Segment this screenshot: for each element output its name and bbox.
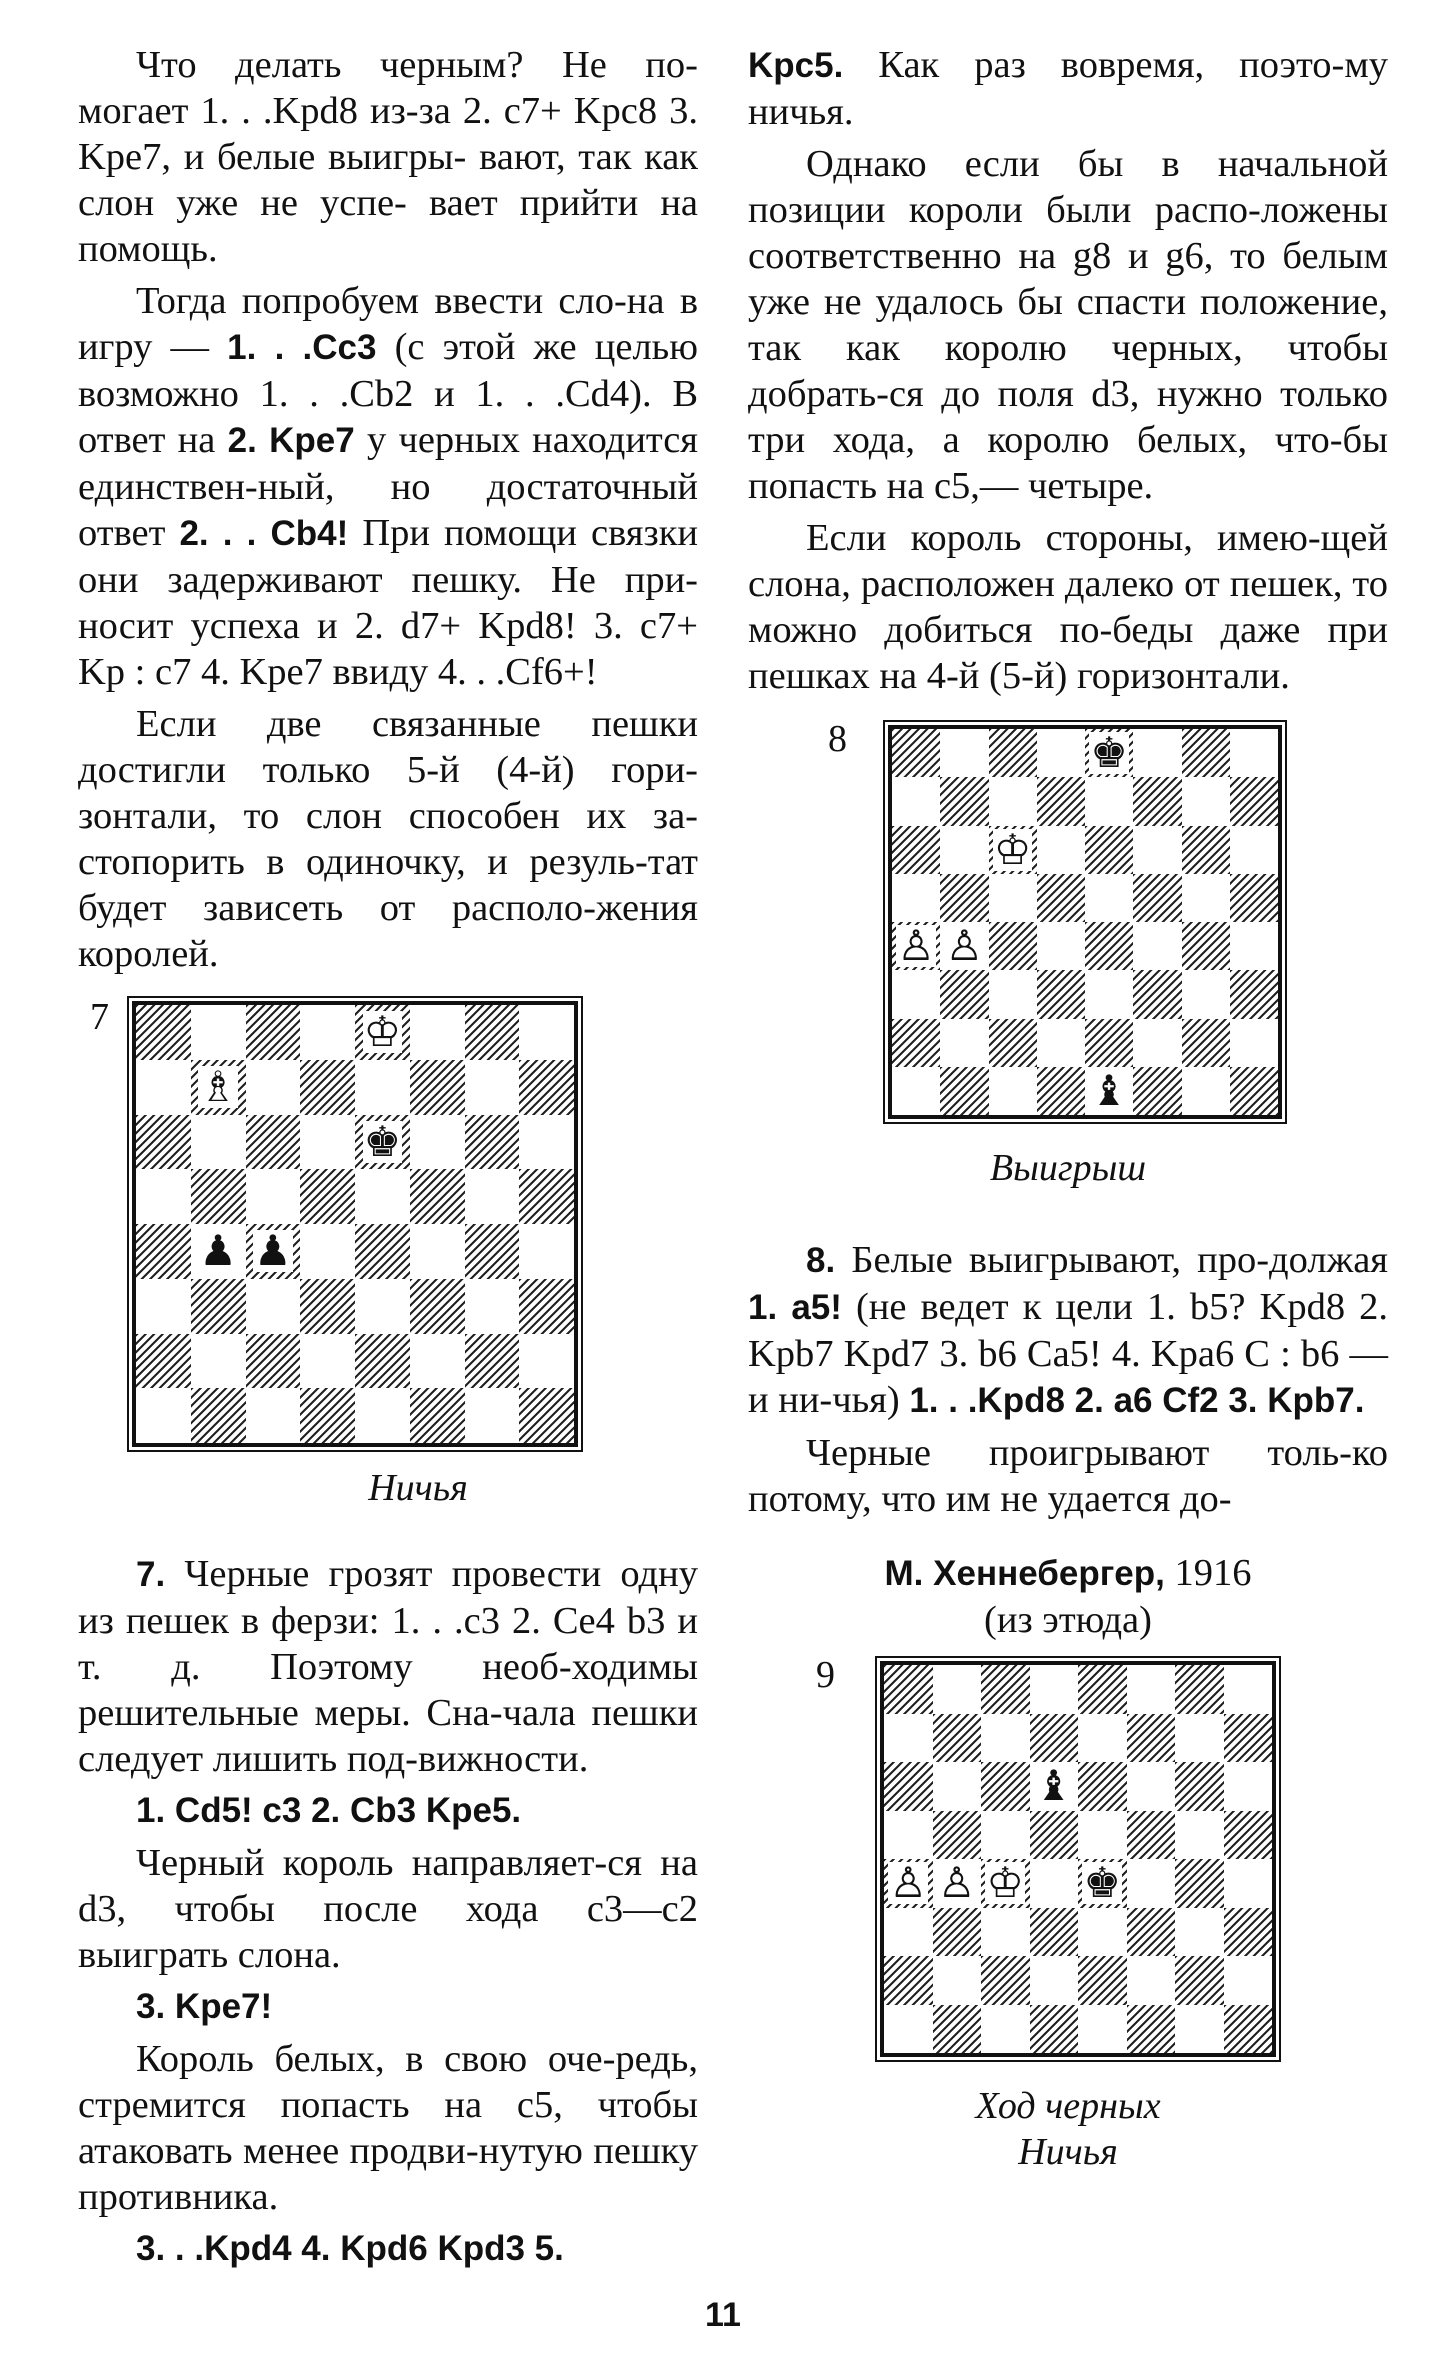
square-a2 xyxy=(892,1019,940,1067)
square-d7 xyxy=(1030,1714,1079,1763)
square-g6 xyxy=(1175,1762,1224,1811)
square-a4 xyxy=(136,1224,191,1279)
square-e4 xyxy=(1078,1859,1127,1908)
paragraph-4: 7. Черные грозят провести одну из пешек в ферзи: 1. . .c3 2. Ce4 b3 и т. д. Поэтому необ-ходимы решительные меры. Сна-чала пешки следует лишить под-вижности. xyxy=(78,1553,698,1780)
square-c3 xyxy=(989,970,1037,1018)
square-a6 xyxy=(136,1115,191,1170)
square-b5 xyxy=(940,874,988,922)
square-b4 xyxy=(940,922,988,970)
square-b1 xyxy=(940,1067,988,1115)
square-a4 xyxy=(892,922,940,970)
square-e5 xyxy=(1085,874,1133,922)
square-b8 xyxy=(933,1665,982,1714)
square-b6 xyxy=(191,1115,246,1170)
square-c6 xyxy=(981,1762,1030,1811)
square-h7 xyxy=(1224,1714,1273,1763)
square-b1 xyxy=(191,1388,246,1443)
square-e3 xyxy=(1078,1908,1127,1957)
square-c7 xyxy=(981,1714,1030,1763)
square-d6 xyxy=(1037,826,1085,874)
square-d5 xyxy=(1037,874,1085,922)
square-a8 xyxy=(136,1005,191,1060)
square-b5 xyxy=(933,1811,982,1860)
square-c4 xyxy=(989,922,1037,970)
square-h1 xyxy=(519,1388,574,1443)
square-f6 xyxy=(1127,1762,1176,1811)
square-f4 xyxy=(1127,1859,1176,1908)
square-d7 xyxy=(1037,777,1085,825)
square-d1 xyxy=(1037,1067,1085,1115)
square-b8 xyxy=(940,729,988,777)
chess-piece-c4: ♔ xyxy=(986,1858,1025,1908)
square-c7 xyxy=(246,1060,301,1115)
square-f8 xyxy=(410,1005,465,1060)
chess-board xyxy=(132,1001,578,1447)
square-g7 xyxy=(1175,1714,1224,1763)
square-f4 xyxy=(410,1224,465,1279)
square-a3 xyxy=(884,1908,933,1957)
square-f7 xyxy=(410,1060,465,1115)
moves-line-1: 1. Cd5! c3 2. Cb3 Kpe5. xyxy=(136,1791,522,1830)
square-b1 xyxy=(933,2005,982,2054)
square-c3 xyxy=(981,1908,1030,1957)
square-g8 xyxy=(1182,729,1230,777)
square-d7 xyxy=(300,1060,355,1115)
square-h7 xyxy=(519,1060,574,1115)
right-column xyxy=(748,42,1388,2173)
square-b2 xyxy=(191,1334,246,1389)
square-a8 xyxy=(892,729,940,777)
square-b4 xyxy=(191,1224,246,1279)
square-a8 xyxy=(884,1665,933,1714)
square-f1 xyxy=(1133,1067,1181,1115)
square-e4 xyxy=(355,1224,410,1279)
square-d5 xyxy=(300,1169,355,1224)
square-g6 xyxy=(465,1115,520,1170)
square-g8 xyxy=(1175,1665,1224,1714)
square-c7 xyxy=(989,777,1037,825)
square-a7 xyxy=(884,1714,933,1763)
square-h6 xyxy=(1224,1762,1273,1811)
diagram-caption: Ничья xyxy=(368,1467,468,1509)
chess-piece-c6: ♔ xyxy=(993,824,1032,874)
page-number: 11 xyxy=(705,2296,741,2334)
square-f6 xyxy=(410,1115,465,1170)
square-g8 xyxy=(465,1005,520,1060)
square-g7 xyxy=(465,1060,520,1115)
square-e1 xyxy=(355,1388,410,1443)
square-d2 xyxy=(1037,1019,1085,1067)
diagram-7 xyxy=(78,995,698,1551)
square-e4 xyxy=(1085,922,1133,970)
square-c2 xyxy=(989,1019,1037,1067)
chess-piece-b4: ♟ xyxy=(199,1226,237,1276)
square-a5 xyxy=(892,874,940,922)
square-f3 xyxy=(1127,1908,1176,1957)
paragraph-5: Черный король направляет-ся на d3, чтобы после хода c3—c2 выиграть слона. xyxy=(78,1842,698,1976)
chess-piece-e8: ♚ xyxy=(1090,728,1128,778)
square-e8 xyxy=(1085,729,1133,777)
square-h5 xyxy=(1230,874,1278,922)
square-b6 xyxy=(933,1762,982,1811)
paragraph-1: Что делать черным? Не по- могает 1. . .Kpd8 из-за 2. c7+ Kpc8 3. Kpe7, и белые выигры- вают, так как слон уже не успе- вает прийти на помощь. xyxy=(78,44,699,270)
diagram-number: 7 xyxy=(90,996,109,1038)
chess-piece-a4: ♙ xyxy=(897,921,935,971)
square-a7 xyxy=(136,1060,191,1115)
diagram-caption: Выигрыш xyxy=(989,1147,1147,1189)
square-d3 xyxy=(1030,1908,1079,1957)
chess-board xyxy=(888,725,1282,1119)
square-h8 xyxy=(1224,1665,1273,1714)
square-c5 xyxy=(989,874,1037,922)
square-g5 xyxy=(1175,1811,1224,1860)
square-a1 xyxy=(884,2005,933,2054)
diagram-9 xyxy=(748,1653,1388,2173)
paragraph-continuation: Kpc5. Как раз вовремя, поэто-му ничья. xyxy=(748,44,1388,133)
square-c3 xyxy=(246,1279,301,1334)
chess-piece-d6: ♝ xyxy=(1034,1761,1073,1811)
chess-piece-b4: ♙ xyxy=(937,1858,976,1908)
square-f3 xyxy=(1133,970,1181,1018)
square-a1 xyxy=(136,1388,191,1443)
square-a4 xyxy=(884,1859,933,1908)
moves-line-2: 3. Kpe7! xyxy=(136,1987,273,2026)
paragraph-7: Однако если бы в начальной позиции короли были распо-ложены соответственно на g8 и g6, то белым уже не удалось бы спасти положение, так как королю черных, чтобы добрать-ся до поля d3, нужно только три хода, а королю белых, что-бы попасть на c5,— четыре. xyxy=(748,143,1388,507)
paragraph-6: Король белых, в свою оче-редь, стремится попасть на c5, чтобы атаковать менее продви-нутую пешку противника. xyxy=(78,2038,698,2218)
diagram-number: 9 xyxy=(816,1654,835,1696)
square-h8 xyxy=(1230,729,1278,777)
square-f3 xyxy=(410,1279,465,1334)
square-c8 xyxy=(989,729,1037,777)
square-e8 xyxy=(1078,1665,1127,1714)
chess-board xyxy=(880,1661,1276,2057)
square-f1 xyxy=(1127,2005,1176,2054)
square-a2 xyxy=(884,1956,933,2005)
chess-piece-e4: ♚ xyxy=(1083,1858,1122,1908)
chess-piece-e1: ♝ xyxy=(1090,1065,1128,1115)
square-f7 xyxy=(1127,1714,1176,1763)
square-b2 xyxy=(933,1956,982,2005)
square-d8 xyxy=(1030,1665,1079,1714)
square-a6 xyxy=(892,826,940,874)
square-g1 xyxy=(465,1388,520,1443)
square-b3 xyxy=(191,1279,246,1334)
square-d2 xyxy=(1030,1956,1079,2005)
square-c4 xyxy=(981,1859,1030,1908)
square-g1 xyxy=(1182,1067,1230,1115)
square-b7 xyxy=(933,1714,982,1763)
paragraph-2: Тогда попробуем ввести сло-на в игру — 1. . .Cc3 (с этой же целью возможно 1. . .Cb2 и 1. . .Cd4). В ответ на 2. Kpe7 у черных находится единствен-ный, но достаточный ответ 2. . . Cb4! При помощи связки они задерживают пешку. Не при-носит успеха и 2. d7+ Kpd8! 3. c7+ Kp : c7 4. Kpe7 ввиду 4. . .Cf6+! xyxy=(78,280,699,693)
diagram-number: 8 xyxy=(828,718,847,760)
square-h4 xyxy=(1230,922,1278,970)
square-e1 xyxy=(1085,1067,1133,1115)
square-f5 xyxy=(1133,874,1181,922)
square-d6 xyxy=(300,1115,355,1170)
square-h4 xyxy=(1224,1859,1273,1908)
square-e3 xyxy=(355,1279,410,1334)
square-a1 xyxy=(892,1067,940,1115)
square-e6 xyxy=(355,1115,410,1170)
square-e2 xyxy=(1078,1956,1127,2005)
square-e7 xyxy=(1078,1714,1127,1763)
square-h2 xyxy=(1224,1956,1273,2005)
square-d1 xyxy=(300,1388,355,1443)
square-g3 xyxy=(1182,970,1230,1018)
square-f7 xyxy=(1133,777,1181,825)
diagram-caption-1: Ход черных xyxy=(975,2085,1161,2127)
square-h5 xyxy=(1224,1811,1273,1860)
square-d8 xyxy=(1037,729,1085,777)
square-g2 xyxy=(1182,1019,1230,1067)
chess-piece-c4: ♟ xyxy=(254,1226,292,1276)
moves-line-3: 3. . .Kpd4 4. Kpd6 Kpd3 5. xyxy=(136,2229,564,2268)
chess-piece-a4: ♙ xyxy=(889,1858,928,1908)
square-b7 xyxy=(940,777,988,825)
square-b3 xyxy=(940,970,988,1018)
square-e8 xyxy=(355,1005,410,1060)
square-g5 xyxy=(1182,874,1230,922)
square-e5 xyxy=(1078,1811,1127,1860)
square-g1 xyxy=(1175,2005,1224,2054)
square-a3 xyxy=(892,970,940,1018)
square-a3 xyxy=(136,1279,191,1334)
study-heading: М. Хеннебергер, 1916 xyxy=(884,1552,1252,1594)
square-g4 xyxy=(465,1224,520,1279)
square-b8 xyxy=(191,1005,246,1060)
square-b5 xyxy=(191,1169,246,1224)
square-e5 xyxy=(355,1169,410,1224)
square-b2 xyxy=(940,1019,988,1067)
square-c2 xyxy=(981,1956,1030,2005)
square-d4 xyxy=(1037,922,1085,970)
chess-piece-e8: ♔ xyxy=(363,1007,402,1057)
square-g6 xyxy=(1182,826,1230,874)
left-column xyxy=(78,42,698,2272)
square-e2 xyxy=(1085,1019,1133,1067)
square-e7 xyxy=(355,1060,410,1115)
square-c1 xyxy=(989,1067,1037,1115)
square-f4 xyxy=(1133,922,1181,970)
square-c6 xyxy=(246,1115,301,1170)
square-h1 xyxy=(1224,2005,1273,2054)
square-g4 xyxy=(1182,922,1230,970)
paragraph-8: Если король стороны, имею-щей слона, расположен далеко от пешек, то можно добиться по-беды даже при пешках на 4-й (5-й) горизонтали. xyxy=(748,517,1388,697)
square-f8 xyxy=(1127,1665,1176,1714)
square-h3 xyxy=(1224,1908,1273,1957)
square-d2 xyxy=(300,1334,355,1389)
chess-piece-b7: ♗ xyxy=(199,1062,237,1112)
square-a6 xyxy=(884,1762,933,1811)
square-d6 xyxy=(1030,1762,1079,1811)
square-g5 xyxy=(465,1169,520,1224)
square-d8 xyxy=(300,1005,355,1060)
square-f2 xyxy=(410,1334,465,1389)
square-e6 xyxy=(1078,1762,1127,1811)
chess-piece-b4: ♙ xyxy=(945,921,984,971)
square-b4 xyxy=(933,1859,982,1908)
square-c4 xyxy=(246,1224,301,1279)
square-h5 xyxy=(519,1169,574,1224)
square-h6 xyxy=(519,1115,574,1170)
square-g2 xyxy=(465,1334,520,1389)
square-b3 xyxy=(933,1908,982,1957)
chess-piece-e6: ♚ xyxy=(363,1116,402,1166)
square-e7 xyxy=(1085,777,1133,825)
paragraph-9: 8. Белые выигрывают, про-должая 1. a5! (не ведет к цели 1. b5? Kpd8 2. Kpb7 Kpd7 3. b6 Ca5! 4. Kpa6 C : b6 — и ни-чья) 1. . .Kpd8 2. a6 Cf2 3. Kpb7. xyxy=(748,1239,1389,1421)
square-d4 xyxy=(1030,1859,1079,1908)
square-d3 xyxy=(1037,970,1085,1018)
square-f2 xyxy=(1127,1956,1176,2005)
square-g2 xyxy=(1175,1956,1224,2005)
square-e6 xyxy=(1085,826,1133,874)
diagram-caption-2: Ничья xyxy=(1018,2131,1118,2173)
square-e1 xyxy=(1078,2005,1127,2054)
square-h2 xyxy=(1230,1019,1278,1067)
square-d3 xyxy=(300,1279,355,1334)
paragraph-10: Черные проигрывают толь-ко потому, что им не удается до- xyxy=(748,1432,1388,1520)
square-g3 xyxy=(465,1279,520,1334)
square-f1 xyxy=(410,1388,465,1443)
square-g3 xyxy=(1175,1908,1224,1957)
square-c8 xyxy=(246,1005,301,1060)
square-f8 xyxy=(1133,729,1181,777)
square-f6 xyxy=(1133,826,1181,874)
square-c5 xyxy=(981,1811,1030,1860)
square-h3 xyxy=(519,1279,574,1334)
square-c2 xyxy=(246,1334,301,1389)
square-h8 xyxy=(519,1005,574,1060)
square-d4 xyxy=(300,1224,355,1279)
study-note: (из этюда) xyxy=(984,1599,1152,1641)
square-c1 xyxy=(981,2005,1030,2054)
square-e3 xyxy=(1085,970,1133,1018)
square-h1 xyxy=(1230,1067,1278,1115)
square-a5 xyxy=(136,1169,191,1224)
square-h4 xyxy=(519,1224,574,1279)
square-c8 xyxy=(981,1665,1030,1714)
square-c1 xyxy=(246,1388,301,1443)
square-c5 xyxy=(246,1169,301,1224)
diagram-8 xyxy=(748,717,1388,1237)
square-a5 xyxy=(884,1811,933,1860)
square-a2 xyxy=(136,1334,191,1389)
paragraph-3: Если две связанные пешки достигли только 5-й (4-й) гори-зонтали, то слон способен их за-стопорить в одиночку, и резуль-тат будет зависеть от располо-жения королей. xyxy=(78,703,698,975)
square-h3 xyxy=(1230,970,1278,1018)
square-g7 xyxy=(1182,777,1230,825)
square-c6 xyxy=(989,826,1037,874)
square-f2 xyxy=(1133,1019,1181,1067)
square-g4 xyxy=(1175,1859,1224,1908)
square-h6 xyxy=(1230,826,1278,874)
square-d1 xyxy=(1030,2005,1079,2054)
square-h2 xyxy=(519,1334,574,1389)
square-f5 xyxy=(410,1169,465,1224)
square-h7 xyxy=(1230,777,1278,825)
square-a7 xyxy=(892,777,940,825)
square-d5 xyxy=(1030,1811,1079,1860)
square-b7 xyxy=(191,1060,246,1115)
square-b6 xyxy=(940,826,988,874)
square-f5 xyxy=(1127,1811,1176,1860)
square-e2 xyxy=(355,1334,410,1389)
